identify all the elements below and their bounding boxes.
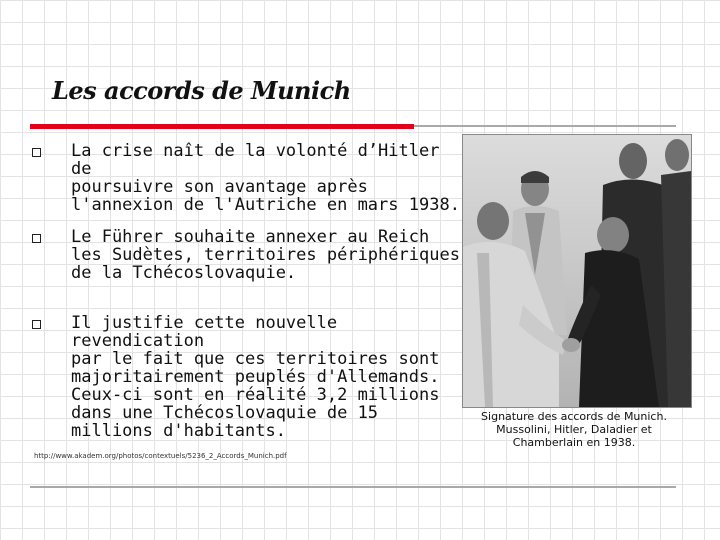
bullet-1-line-1: La crise naît de la volonté d’Hitler de bbox=[71, 141, 440, 179]
bullet-3-line-5: dans une Tchécoslovaquie de 15 bbox=[71, 403, 379, 423]
bullet-1-line-2: poursuivre son avantage après bbox=[71, 177, 368, 197]
bullet-text-3 bbox=[71, 314, 466, 440]
slide-title: Les accords de Munich bbox=[52, 76, 351, 105]
bullet-text-2 bbox=[71, 228, 466, 282]
bullet-2-line-1: Le Führer souhaite annexer au Reich bbox=[71, 227, 430, 247]
photo-caption bbox=[458, 410, 690, 449]
caption-line-2: Mussolini, Hitler, Daladier et bbox=[496, 423, 652, 436]
bullet-3-line-1: Il justifie cette nouvelle revendication bbox=[71, 313, 338, 351]
bullet-2-line-3: de la Tchécoslovaquie. bbox=[71, 263, 297, 283]
bullet-text-1 bbox=[71, 142, 466, 214]
bullet-marker-2 bbox=[32, 234, 41, 243]
bullet-marker-1 bbox=[32, 148, 41, 157]
caption-line-3: Chamberlain en 1938. bbox=[512, 436, 636, 449]
bullet-3-line-4: Ceux-ci sont en réalité 3,2 millions bbox=[71, 385, 440, 405]
bullet-1-line-3: l'annexion de l'Autriche en mars 1938. bbox=[71, 195, 460, 215]
photo-tint bbox=[463, 135, 691, 407]
title-underline-gray bbox=[414, 125, 676, 127]
bullet-marker-3 bbox=[32, 320, 41, 329]
historical-photo bbox=[462, 134, 692, 408]
bullet-2-line-2: les Sudètes, territoires périphériques bbox=[71, 245, 460, 265]
photo-illustration bbox=[463, 135, 691, 407]
title-underline-red bbox=[30, 124, 414, 129]
source-url: http://www.akadem.org/photos/contextuels/5236_2_Accords_Munich.pdf bbox=[34, 452, 287, 460]
bullet-3-line-6: millions d'habitants. bbox=[71, 421, 286, 441]
bullet-3-line-2: par le fait que ces territoires sont bbox=[71, 349, 440, 369]
caption-line-1: Signature des accords de Munich. bbox=[481, 410, 667, 423]
bullet-3-line-3: majoritairement peuplés d'Allemands. bbox=[71, 367, 440, 387]
bottom-rule bbox=[30, 486, 676, 488]
